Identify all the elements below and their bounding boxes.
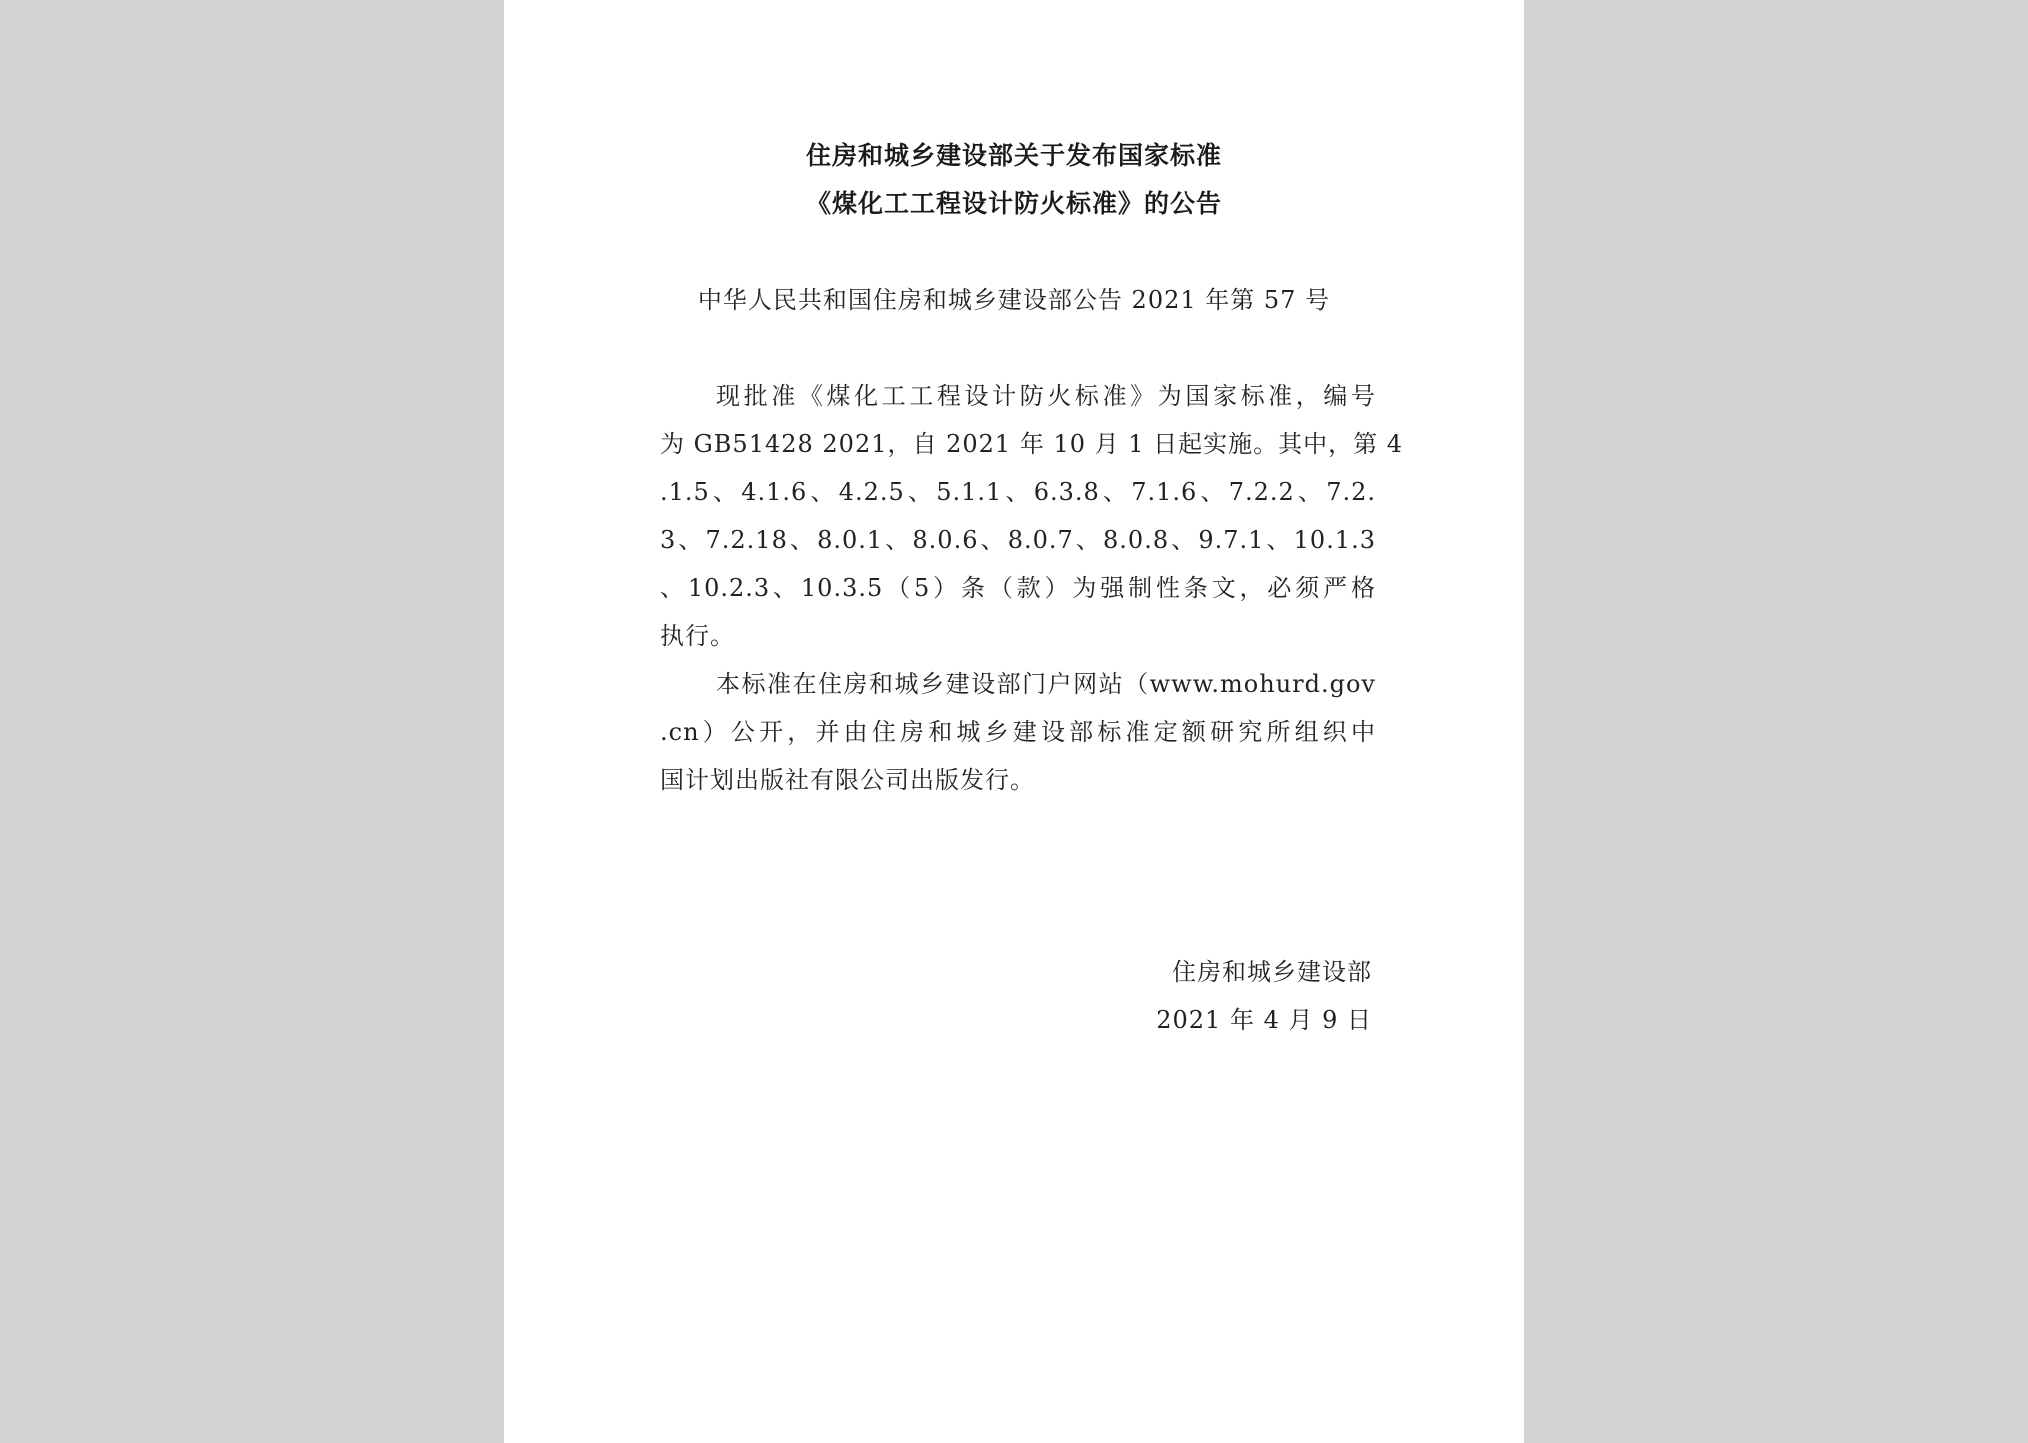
paragraph1-line-3: .1.5、4.1.6、4.2.5、5.1.1、6.3.8、7.1.6、7.2.2、7.2. <box>660 478 1376 506</box>
paragraph1-line-5: 、10.2.3、10.3.5（5）条（款）为强制性条文，必须严格 <box>660 574 1376 602</box>
title-line-1: 住房和城乡建设部关于发布国家标准 <box>805 141 1222 170</box>
paragraph1-line-4: 3、7.2.18、8.0.1、8.0.6、8.0.7、8.0.8、9.7.1、10.1.3 <box>660 526 1376 554</box>
paragraph2-line-2: .cn）公开，并由住房和城乡建设部标准定额研究所组织中 <box>660 718 1376 746</box>
document-page <box>504 0 1524 1443</box>
title-line-2: 《煤化工工程设计防火标准》的公告 <box>805 189 1222 218</box>
paragraph2-line-1: 本标准在住房和城乡建设部门户网站（www.mohurd.gov <box>716 670 1376 698</box>
paragraph1-line-2: 为 GB51428 2021，自 2021 年 10 月 1 日起实施。其中，第 4 <box>660 430 1404 458</box>
paragraph1-line-6: 执行。 <box>660 622 735 650</box>
paragraph2-line-3: 国计划出版社有限公司出版发行。 <box>660 766 1035 794</box>
paragraph1-line-1: 现批准《煤化工工程设计防火标准》为国家标准，编号 <box>716 382 1376 410</box>
signature-organization: 住房和城乡建设部 <box>1172 958 1372 986</box>
signature-date: 2021 年 4 月 9 日 <box>1156 1006 1372 1034</box>
notice-number: 中华人民共和国住房和城乡建设部公告 2021 年第 57 号 <box>697 286 1331 314</box>
